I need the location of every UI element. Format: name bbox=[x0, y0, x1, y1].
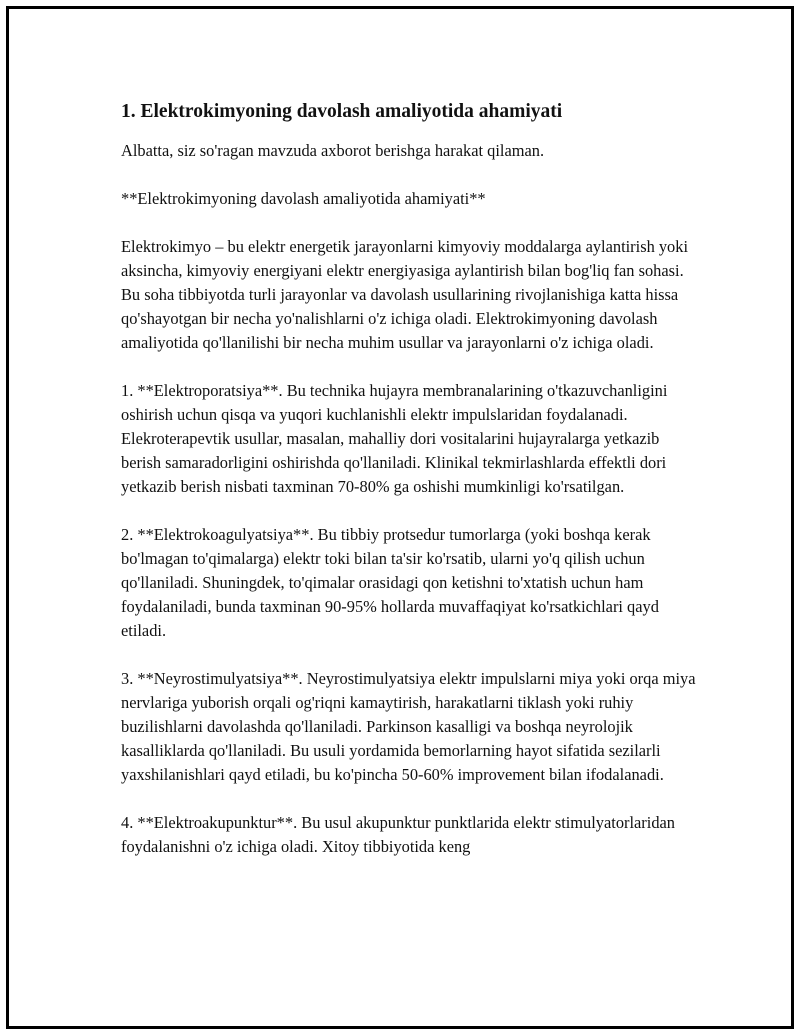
section-heading-paragraph: **Elektrokimyoning davolash amaliyotida ahamiyati** bbox=[121, 189, 486, 208]
intro-paragraph: Albatta, siz so'ragan mavzuda axborot berishga harakat qilaman. bbox=[121, 141, 545, 160]
document-page bbox=[6, 6, 794, 1029]
document-content bbox=[121, 99, 701, 883]
neurostimulation-paragraph: 3. **Neyrostimulyatsiya**. Neyrostimulyatsiya elektr impulslarni miya yoki orqa miya nervlariga yuborish orqali og'riqni kamaytirish, harakatlarni tiklash yoki ruhiy buzilishlarni davolashda qo'llaniladi. Parkinson kasalligi va boshqa neyrolojik kasalliklarda qo'llaniladi. Bu usuli yordamida bemorlarning hayot sifatida sezilarli yaxshilanishlari qayd etiladi, bu ko'pincha 50-60% improvement bilan ifodalanadi. bbox=[121, 669, 696, 784]
document-title: 1. Elektrokimyoning davolash amaliyotida ahamiyati bbox=[121, 101, 563, 122]
electroacupuncture-paragraph: 4. **Elektroakupunktur**. Bu usul akupunktur punktlarida elektr stimulyatorlaridan foydalanishni o'z ichiga oladi. Xitoy tibbiyotida keng bbox=[121, 813, 675, 856]
electrocoagulation-paragraph: 2. **Elektrokoagulyatsiya**. Bu tibbiy protsedur tumorlarga (yoki boshqa kerak bo'lmagan to'qimalarga) elektr toki bilan ta'sir ko'rsatib, ularni yo'q qilish uchun qo'llaniladi. Shuningdek, to'qimalar orasidagi qon ketishni to'xtatish uchun ham foydalaniladi, bunda taxminan 90-95% hollarda muvaffaqiyat ko'rsatkichlari qayd etiladi. bbox=[121, 525, 659, 640]
electroporation-paragraph: 1. **Elektroporatsiya**. Bu technika hujayra membranalarining o'tkazuvchanligini oshirish uchun qisqa va yuqori kuchlanishli elektr impulslaridan foydalanadi. Elekroterapevtik usullar, masalan, mahalliy dori vositalarini hujayralarga yetkazib berish samaradorligini oshirishda qo'llaniladi. Klinikal tekmirlashlarda effektli dori yetkazib berish nisbati taxminan 70-80% ga oshishi mumkinligi ko'rsatilgan. bbox=[121, 381, 668, 496]
definition-paragraph: Elektrokimyo – bu elektr energetik jarayonlarni kimyoviy moddalarga aylantirish yoki aksincha, kimyoviy energiyani elektr energiyasiga aylantirish bilan bog'liq fan sohasi. Bu soha tibbiyotda turli jarayonlar va davolash usullarining rivojlanishiga katta hissa qo'shayotgan bir necha yo'nalishlarni o'z ichiga oladi. Elektrokimyoning davolash amaliyotida qo'llanilishi bir necha muhim usullar va jarayonlarni o'z ichiga oladi. bbox=[121, 237, 689, 352]
